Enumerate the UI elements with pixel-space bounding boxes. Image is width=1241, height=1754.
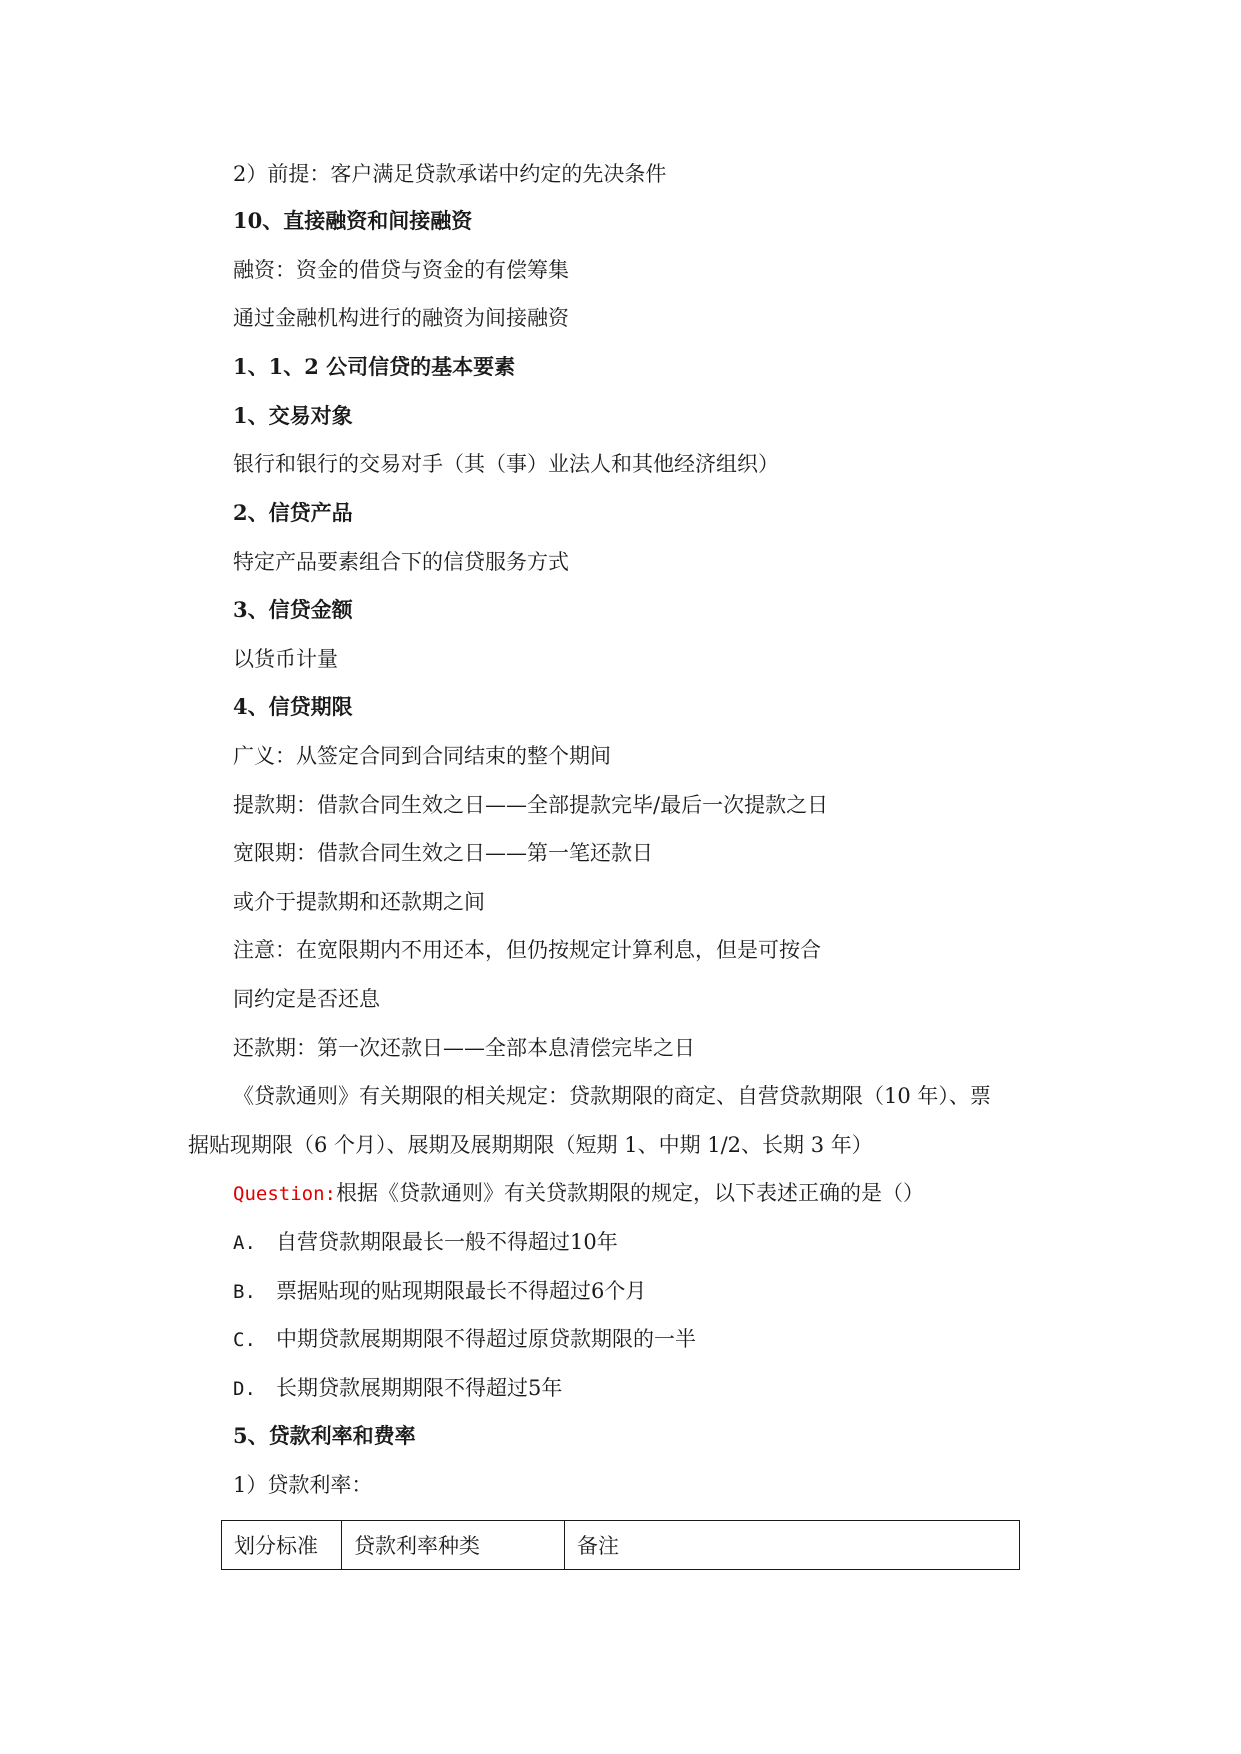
option-a — [233, 1227, 618, 1258]
table-header-cell: 贷款利率种类 — [342, 1521, 565, 1570]
section-heading: 2、信贷产品 — [233, 500, 353, 525]
text-line: 提款期：借款合同生效之日——全部提款完毕/最后一次提款之日 — [233, 793, 829, 817]
interest-rate-table — [221, 1520, 1020, 1570]
text-line: 2）前提：客户满足贷款承诺中约定的先决条件 — [233, 162, 667, 186]
text-line: 以货币计量 — [233, 647, 338, 671]
option-text: 长期贷款展期期限不得超过5年 — [276, 1376, 563, 1400]
text-line: 银行和银行的交易对手（其（事）业法人和其他经济组织） — [233, 452, 779, 476]
table-header-cell: 划分标准 — [222, 1521, 342, 1570]
option-text: 中期贷款展期期限不得超过原贷款期限的一半 — [276, 1327, 696, 1351]
option-b — [233, 1276, 646, 1307]
text-line: 特定产品要素组合下的信贷服务方式 — [233, 550, 569, 574]
section-heading: 3、信贷金额 — [233, 597, 353, 622]
text-line: 通过金融机构进行的融资为间接融资 — [233, 306, 569, 330]
text-line: 融资：资金的借贷与资金的有偿筹集 — [233, 258, 569, 282]
option-c — [233, 1324, 696, 1355]
question-label: Question: — [233, 1183, 336, 1205]
text-line: 或介于提款期和还款期之间 — [233, 890, 485, 914]
text-line: 广义：从签定合同到合同结束的整个期间 — [233, 744, 611, 768]
section-heading: 4、信贷期限 — [233, 694, 353, 719]
table-header-cell: 备注 — [565, 1521, 1020, 1570]
option-letter: D. — [233, 1378, 256, 1400]
option-d — [233, 1373, 562, 1404]
text-line: 还款期：第一次还款日——全部本息清偿完毕之日 — [233, 1036, 695, 1060]
question — [233, 1178, 924, 1209]
text-line: 同约定是否还息 — [233, 987, 380, 1011]
section-heading: 1、交易对象 — [233, 403, 353, 428]
option-text: 票据贴现的贴现期限最长不得超过6个月 — [276, 1279, 647, 1303]
text-line: 据贴现期限（6 个月）、展期及展期期限（短期 1、中期 1/2、长期 3 年） — [188, 1133, 873, 1157]
text-line: 1）贷款利率： — [233, 1473, 373, 1497]
text-line: 注意：在宽限期内不用还本，但仍按规定计算利息，但是可按合 — [233, 938, 821, 962]
table-header-row — [222, 1521, 1020, 1570]
text-line: 宽限期：借款合同生效之日——第一笔还款日 — [233, 841, 653, 865]
option-letter: C. — [233, 1329, 256, 1351]
option-letter: A. — [233, 1232, 256, 1254]
text-line: 《贷款通则》有关期限的相关规定：贷款期限的商定、自营贷款期限（10 年）、票 — [233, 1084, 991, 1108]
option-text: 自营贷款期限最长一般不得超过10年 — [276, 1230, 618, 1254]
section-heading: 1、1、2 公司信贷的基本要素 — [233, 354, 516, 379]
section-heading: 10、直接融资和间接融资 — [233, 208, 473, 233]
option-letter: B. — [233, 1281, 256, 1303]
section-heading: 5、贷款利率和费率 — [233, 1423, 416, 1448]
question-text: 根据《贷款通则》有关贷款期限的规定，以下表述正确的是（） — [335, 1181, 924, 1205]
